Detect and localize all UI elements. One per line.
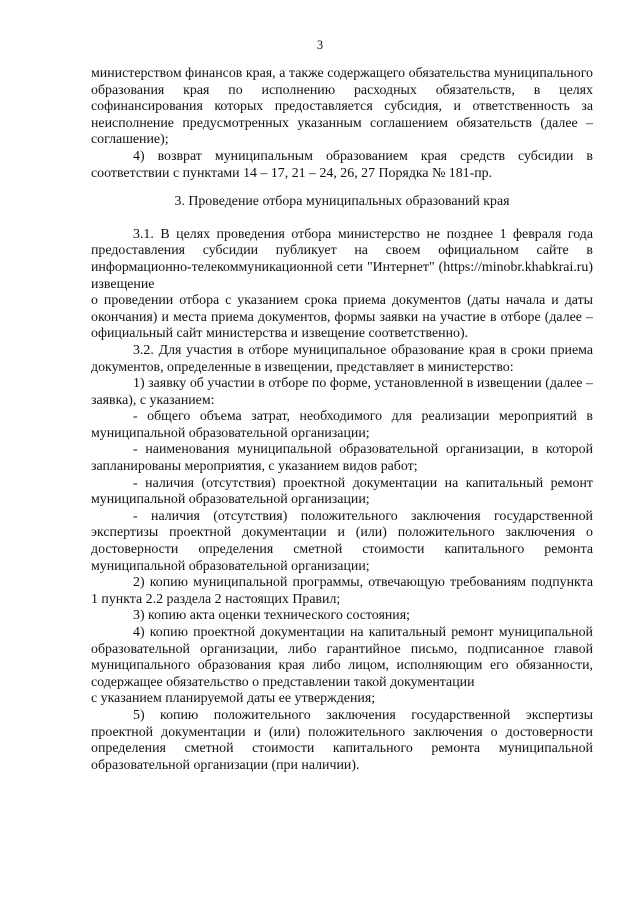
page-number: 3 — [316, 38, 324, 52]
list-item-1-application: 1) заявку об участии в отборе по форме, установленной в извещении (далее – заявка), с указанием: — [91, 376, 593, 408]
list-subitem-project-docs: - наличия (отсутствия) проектной документации на капитальный ремонт муниципальной образовательной организации; — [91, 475, 593, 508]
paragraph-3-1: 3.1. В целях проведения отбора министерство не позднее 1 февраля года предоставления субсидии публикует на своем официальном сайте в информационно-телекоммуникационной сети "Интернет" (https://minobr.khabkrai.ru) извещение — [91, 226, 593, 292]
list-item-4-project-docs: 4) копию проектной документации на капитальный ремонт муниципальной образовательной организации, либо гарантийное письмо, подписанное главой муниципального образования края либо лицом, исполняющим его обязанности, содержащее обязательство о представлении такой документации — [91, 625, 593, 690]
list-item-5-expertise-conclusion: 5) копию положительного заключения государственной экспертизы проектной документации и (или) положительного заключения о достоверности определения сметной стоимости капитального ремонта муниципальной образовательной организации (при наличии). — [91, 707, 593, 773]
section-heading-3: 3. Проведение отбора муниципальных образований края — [174, 194, 510, 210]
list-item-3-assessment: 3) копию акта оценки технического состояния; — [133, 608, 410, 624]
document-body — [91, 66, 593, 774]
list-subitem-expertise: - наличия (отсутствия) положительного заключения государственной экспертизы проектной документации и (или) положительного заключения о достоверности определения сметной стоимости капитального ремонта муниципальной образовательной организации; — [91, 508, 593, 574]
list-item-2-program: 2) копию муниципальной программы, отвечающую требованиям подпункта 1 пункта 2.2 раздела 2 настоящих Правил; — [91, 575, 593, 607]
paragraph-3-2: 3.2. Для участия в отборе муниципальное образование края в сроки приема документов, определенные в извещении, представляет в министерство: — [91, 342, 593, 375]
paragraph-agreement-continuation: министерством финансов края, а также содержащего обязательства муниципального образования края по исполнению расходных обязательств, в целях софинансирования которых предоставляется субсидия, и ответственность за неисполнение предусмотренных указанным соглашением обязательств (далее – соглашение); — [91, 66, 593, 148]
paragraph-item-4-refund: 4) возврат муниципальным образованием края средств субсидии в соответствии с пунктами 14 – 17, 21 – 24, 26, 27 Порядка № 181-пр. — [91, 148, 593, 181]
list-subitem-organization-name: - наименования муниципальной образовательной организации, в которой запланированы мероприятия, с указанием видов работ; — [91, 442, 593, 475]
paragraph-3-1-continuation: о проведении отбора с указанием срока приема документов (даты начала и даты окончания) и места приема документов, формы заявки на участие в отборе (далее – официальный сайт министерства и извещение соответственно). — [91, 293, 593, 342]
list-subitem-costs: - общего объема затрат, необходимого для реализации мероприятий в муниципальной образовательной организации; — [91, 409, 593, 441]
list-item-4-continuation: с указанием планируемой даты ее утверждения; — [91, 691, 376, 707]
